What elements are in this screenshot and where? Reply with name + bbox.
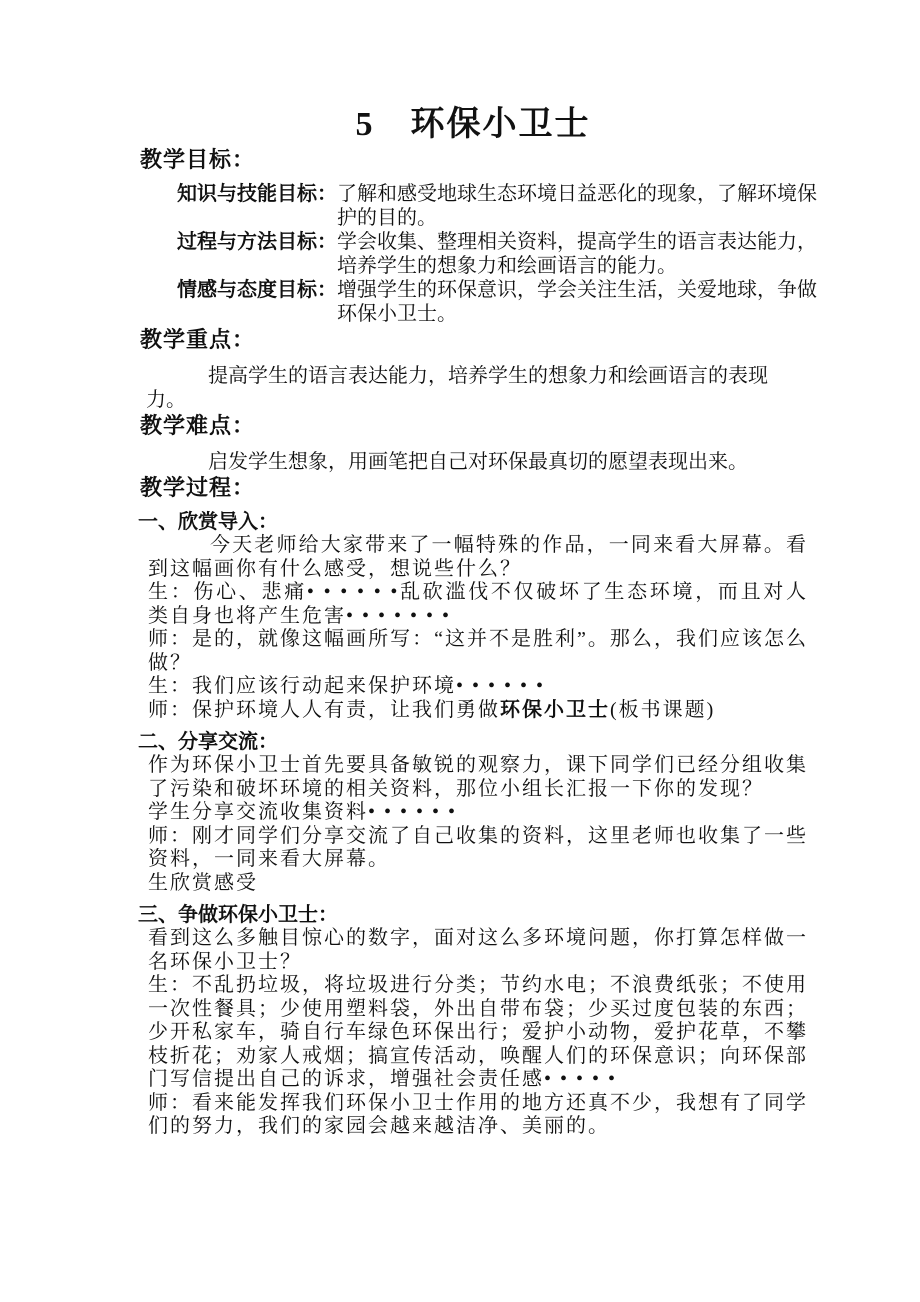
board-line-pre: 师：保护环境人人有责，让我们勇做 [148, 698, 500, 721]
part-number: 一、 [138, 511, 178, 533]
process-part-1 [140, 510, 806, 722]
paragraph: 看到这么多触目惊心的数字，面对这么多环境问题，你打算怎样做一名环保小卫士？ [148, 927, 808, 973]
paragraph: 生：伤心、悲痛• • • • • •乱砍滥伐不仅破坏了生态环境，而且对人类自身也将产生危害• • • • • • • [148, 581, 808, 627]
heading-teaching-key-point: 教学重点： [140, 327, 256, 352]
board-line-post: (板书课题) [610, 698, 716, 721]
paragraph: 作为环保小卫士首先要具备敏锐的观察力，课下同学们已经分组收集了污染和破坏环境的相关资料，那位小组长汇报一下你的发现？ [148, 754, 808, 800]
paragraph: 今天老师给大家带来了一幅特殊的作品，一同来看大屏幕。看到这幅画你有什么感受，想说些什么？ [148, 534, 808, 580]
part-number: 二、 [138, 731, 178, 753]
objective-text-emotion: 增强学生的环保意识，学会关注生活，关爱地球，争做环保小卫士。 [337, 279, 817, 325]
objectives-list [177, 182, 817, 326]
process-part-1-body [148, 534, 806, 722]
key-point-text: 提高学生的语言表达能力，培养学生的想象力和绘画语言的表现力。 [146, 365, 768, 411]
objective-item [177, 278, 817, 326]
process-part-2-head [138, 730, 806, 754]
paragraph: 学生分享交流收集资料• • • • • • [148, 801, 458, 823]
objective-item [177, 230, 817, 278]
paragraph: 生：不乱扔垃圾，将垃圾进行分类；节约水电；不浪费纸张；不使用一次性餐具；少使用塑料袋，外出自带布袋；少买过度包装的东西；少开私家车，骑自行车绿色环保出行；爱护小动物，爱护花草，不攀枝折花；劝家人戒烟；搞宣传活动，唤醒人们的环保意识；向环保部门写信提出自己的诉求，增强社会责任感• • • • • [148, 974, 808, 1090]
paragraph-board-title [148, 699, 808, 723]
objective-label-emotion: 情感与态度目标： [177, 279, 337, 301]
objective-text-knowledge: 了解和感受地球生态环境日益恶化的现象，了解环境保护的目的。 [337, 183, 817, 229]
heading-teaching-objectives: 教学目标： [140, 147, 256, 172]
paragraph: 生：我们应该行动起来保护环境• • • • • • [148, 675, 546, 697]
process-part-2-body [148, 754, 806, 895]
objective-item [177, 182, 817, 230]
part-number: 三、 [138, 904, 178, 926]
objective-label-method: 过程与方法目标： [177, 231, 337, 253]
part-title: 欣赏导入： [178, 511, 278, 533]
process-part-3-body [148, 927, 806, 1139]
part-title: 分享交流： [178, 731, 278, 753]
heading-teaching-process: 教学过程： [140, 475, 256, 500]
process-part-3-head [138, 903, 806, 927]
objective-label-knowledge: 知识与技能目标： [177, 183, 337, 205]
process-part-3 [140, 903, 806, 1139]
process-part-1-head [138, 510, 806, 534]
paragraph: 师：是的，就像这幅画所写：“这并不是胜利”。那么，我们应该怎么做？ [148, 628, 808, 674]
paragraph: 师：看来能发挥我们环保小卫士作用的地方还真不少，我想有了同学们的努力，我们的家园会越来越洁净、美丽的。 [148, 1091, 808, 1137]
heading-teaching-difficulty: 教学难点： [140, 413, 256, 438]
paragraph: 师：刚才同学们分享交流了自己收集的资料，这里老师也收集了一些资料，一同来看大屏幕。 [148, 824, 808, 870]
objective-text-method: 学会收集、整理相关资料，提高学生的语言表达能力，培养学生的想象力和绘画语言的能力。 [337, 231, 817, 277]
board-line-bold: 环保小卫士 [500, 698, 610, 721]
page-title: 5 环保小卫士 [355, 106, 591, 143]
process-part-2 [140, 730, 806, 895]
paragraph: 生欣赏感受 [148, 871, 258, 894]
part-title: 争做环保小卫士： [178, 904, 338, 926]
difficulty-text: 启发学生想象，用画笔把自己对环保最真切的愿望表现出来。 [208, 451, 748, 473]
